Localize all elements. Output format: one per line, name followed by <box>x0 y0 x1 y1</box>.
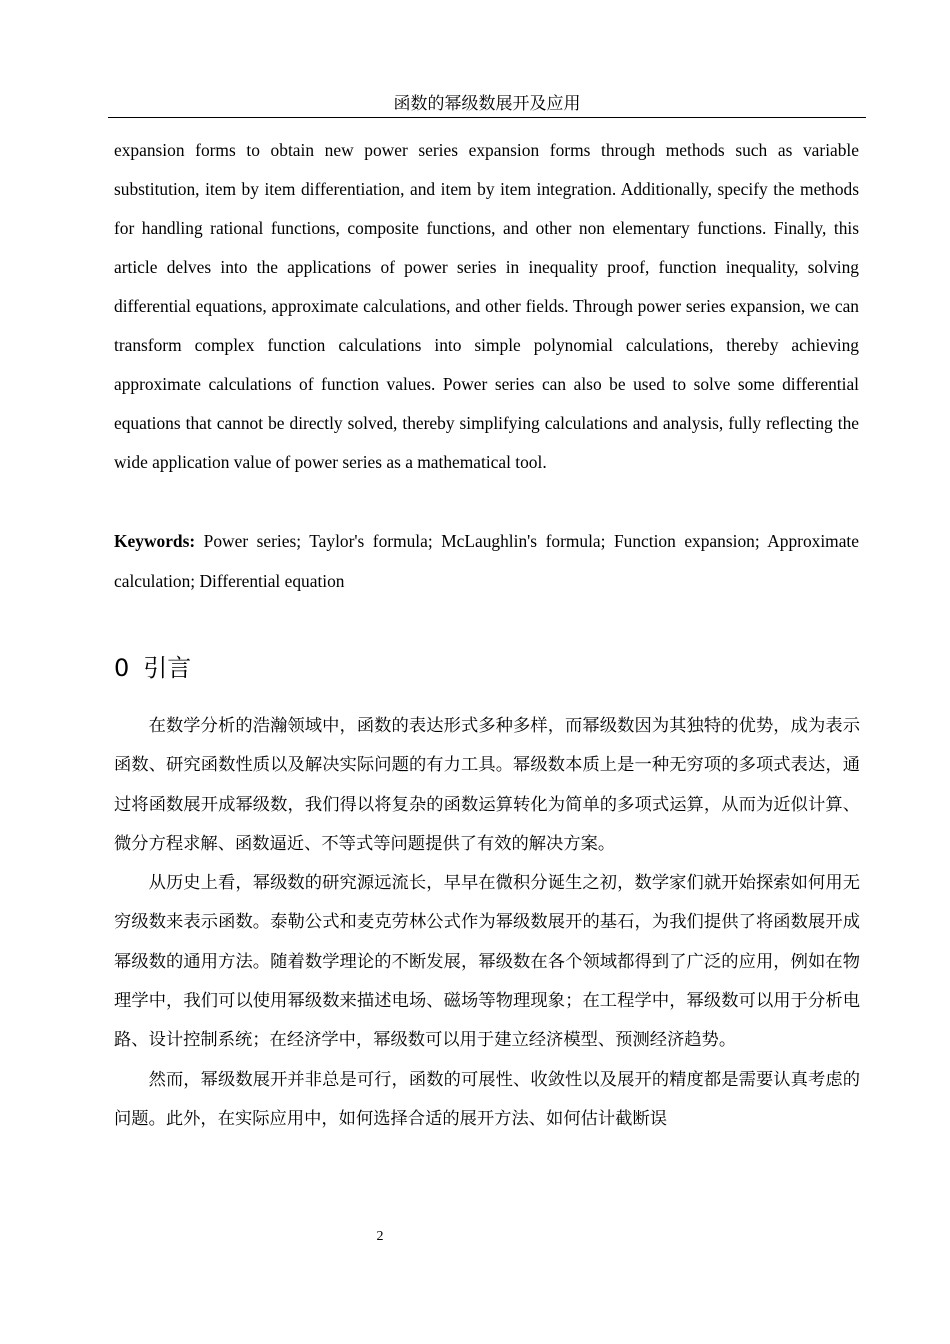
section-number: 0 <box>114 654 130 682</box>
section-body <box>114 707 860 1139</box>
keywords-label: Keywords: <box>114 531 196 551</box>
paragraph: 在数学分析的浩瀚领域中，函数的表达形式多种多样，而幂级数因为其独特的优势，成为表示函数、研究函数性质以及解决实际问题的有力工具。幂级数本质上是一种无穷项的多项式表达，通过将函数展开成幂级数，我们得以将复杂的函数运算转化为简单的多项式运算，从而为近似计算、微分方程求解、函数逼近、不等式等问题提供了有效的解决方案。 <box>114 716 860 854</box>
section-heading <box>114 650 191 686</box>
header-rule <box>108 117 866 118</box>
running-header <box>108 92 866 116</box>
section-title: 引言 <box>143 654 192 682</box>
running-header-title: 函数的幂级数展开及应用 <box>393 94 581 113</box>
paragraph: 然而，幂级数展开并非总是可行，函数的可展性、收敛性以及展开的精度都是需要认真考虑的问题。此外，在实际应用中，如何选择合适的展开方法、如何估计截断误 <box>114 1069 860 1129</box>
keywords <box>114 522 859 601</box>
page-number: 2 <box>376 1229 384 1244</box>
abstract-text: expansion forms to obtain new power series expansion forms through methods such as variable substitution, item by item differentiation, and item by item integration. Additionally, specify the methods for handling rational functions, composite functions, and other non elementary functions. Finally, this article delves into the applications of power series in inequality proof, function inequality, solving differential equations, approximate calculations, and other fields. Through power series expansion, we can transform complex function calculations into simple polynomial calculations, thereby achieving approximate calculations of function values. Power series can also be used to solve some differential equations that cannot be directly solved, thereby simplifying calculations and analysis, fully reflecting the wide application value of power series as a mathematical tool. <box>114 140 859 472</box>
keywords-text: Power series; Taylor's formula; McLaughlin's formula; Function expansion; Approximate calculation; Differential equation <box>114 531 859 591</box>
paragraph: 从历史上看，幂级数的研究源远流长，早早在微积分诞生之初，数学家们就开始探索如何用无穷级数来表示函数。泰勒公式和麦克劳林公式作为幂级数展开的基石，为我们提供了将函数展开成幂级数的通用方法。随着数学理论的不断发展，幂级数在各个领域都得到了广泛的应用，例如在物理学中，我们可以使用幂级数来描述电场、磁场等物理现象；在工程学中，幂级数可以用于分析电路、设计控制系统；在经济学中，幂级数可以用于建立经济模型、预测经济趋势。 <box>114 873 860 1051</box>
